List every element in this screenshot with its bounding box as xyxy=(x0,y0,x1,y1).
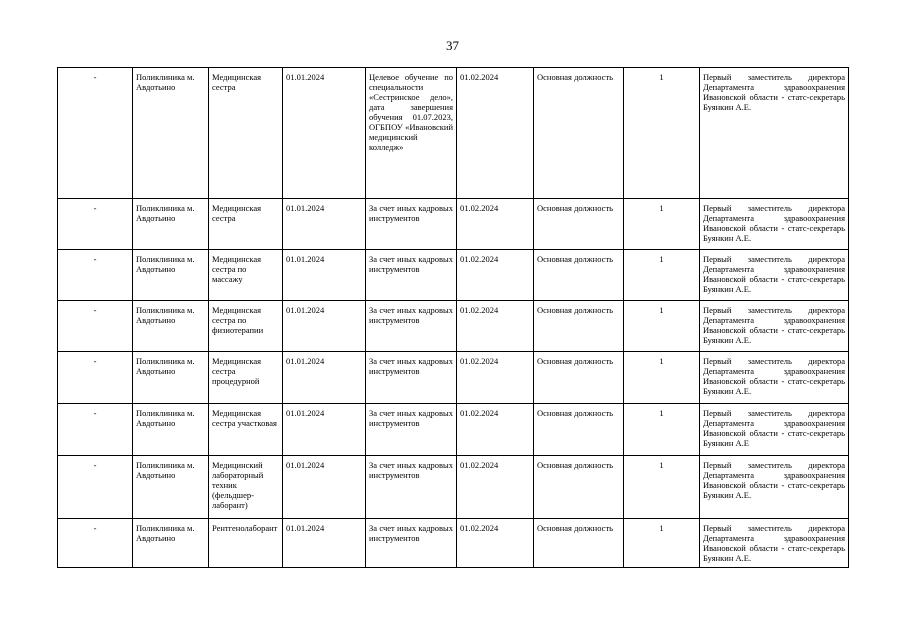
basis-cell: За счет иных кадровых инструментов xyxy=(366,519,457,568)
position-type-cell: Основная должность xyxy=(534,68,624,199)
basis-cell: За счет иных кадровых инструментов xyxy=(366,250,457,301)
position-type-cell: Основная должность xyxy=(534,456,624,519)
table-row xyxy=(58,456,849,519)
end-date-cell: 01.02.2024 xyxy=(457,250,534,301)
end-date-cell: 01.02.2024 xyxy=(457,199,534,250)
row-marker: - xyxy=(58,68,133,199)
quantity-cell: 1 xyxy=(624,456,700,519)
approver-cell: Первый заместитель директора Департамента здравоохранения Ивановской области - статс-секретарь Буянкин А.Е. xyxy=(700,199,849,250)
position-cell: Медицинская сестра по массажу xyxy=(209,250,283,301)
position-type-cell: Основная должность xyxy=(534,352,624,404)
quantity-cell: 1 xyxy=(624,404,700,456)
basis-cell: За счет иных кадровых инструментов xyxy=(366,199,457,250)
quantity-cell: 1 xyxy=(624,352,700,404)
quantity-cell: 1 xyxy=(624,301,700,352)
position-type-cell: Основная должность xyxy=(534,250,624,301)
approver-cell: Первый заместитель директора Департамента здравоохранения Ивановской области - статс-секретарь Буянкин А.Е. xyxy=(700,301,849,352)
position-type-cell: Основная должность xyxy=(534,301,624,352)
approver-cell: Первый заместитель директора Департамента здравоохранения Ивановской области - статс-секретарь Буянкин А.Е. xyxy=(700,68,849,199)
unit-cell: Поликлиника м. Авдотьино xyxy=(133,456,209,519)
row-marker: - xyxy=(58,199,133,250)
approver-cell: Первый заместитель директора Департамента здравоохранения Ивановской области - статс-секретарь Буянкин А.Е. xyxy=(700,352,849,404)
basis-cell: За счет иных кадровых инструментов xyxy=(366,352,457,404)
position-type-cell: Основная должность xyxy=(534,519,624,568)
approver-cell: Первый заместитель директора Департамента здравоохранения Ивановской области - статс-секретарь Буянкин А.Е. xyxy=(700,250,849,301)
position-cell: Медицинская сестра по физиотерапии xyxy=(209,301,283,352)
unit-cell: Поликлиника м. Авдотьино xyxy=(133,352,209,404)
start-date-cell: 01.01.2024 xyxy=(283,404,366,456)
unit-cell: Поликлиника м. Авдотьино xyxy=(133,301,209,352)
quantity-cell: 1 xyxy=(624,519,700,568)
unit-cell: Поликлиника м. Авдотьино xyxy=(133,68,209,199)
end-date-cell: 01.02.2024 xyxy=(457,519,534,568)
start-date-cell: 01.01.2024 xyxy=(283,250,366,301)
page-number: 37 xyxy=(446,38,459,53)
unit-cell: Поликлиника м. Авдотьино xyxy=(133,199,209,250)
position-cell: Медицинская сестра xyxy=(209,68,283,199)
end-date-cell: 01.02.2024 xyxy=(457,404,534,456)
quantity-cell: 1 xyxy=(624,68,700,199)
start-date-cell: 01.01.2024 xyxy=(283,519,366,568)
end-date-cell: 01.02.2024 xyxy=(457,456,534,519)
end-date-cell: 01.02.2024 xyxy=(457,68,534,199)
row-marker: - xyxy=(58,519,133,568)
start-date-cell: 01.01.2024 xyxy=(283,456,366,519)
approver-cell: Первый заместитель директора Департамента здравоохранения Ивановской области - статс-секретарь Буянкин А.Е. xyxy=(700,456,849,519)
table-row xyxy=(58,301,849,352)
basis-cell: За счет иных кадровых инструментов xyxy=(366,456,457,519)
table-row xyxy=(58,519,849,568)
row-marker: - xyxy=(58,404,133,456)
position-type-cell: Основная должность xyxy=(534,199,624,250)
position-type-cell: Основная должность xyxy=(534,404,624,456)
start-date-cell: 01.01.2024 xyxy=(283,68,366,199)
position-cell: Рентгенолаборант xyxy=(209,519,283,568)
unit-cell: Поликлиника м. Авдотьино xyxy=(133,404,209,456)
start-date-cell: 01.01.2024 xyxy=(283,199,366,250)
row-marker: - xyxy=(58,301,133,352)
table-row xyxy=(58,404,849,456)
row-marker: - xyxy=(58,250,133,301)
position-cell: Медицинская сестра процедурной xyxy=(209,352,283,404)
table-row xyxy=(58,68,849,199)
position-cell: Медицинская сестра xyxy=(209,199,283,250)
unit-cell: Поликлиника м. Авдотьино xyxy=(133,519,209,568)
position-cell: Медицинский лабораторный техник (фельдшер-лаборант) xyxy=(209,456,283,519)
unit-cell: Поликлиника м. Авдотьино xyxy=(133,250,209,301)
quantity-cell: 1 xyxy=(624,250,700,301)
quantity-cell: 1 xyxy=(624,199,700,250)
start-date-cell: 01.01.2024 xyxy=(283,352,366,404)
basis-cell: За счет иных кадровых инструментов xyxy=(366,404,457,456)
vacancy-table xyxy=(57,67,849,568)
approver-cell: Первый заместитель директора Департамента здравоохранения Ивановской области - статс-секретарь Буянкин А.Е xyxy=(700,404,849,456)
end-date-cell: 01.02.2024 xyxy=(457,301,534,352)
approver-cell: Первый заместитель директора Департамента здравоохранения Ивановской области - статс-секретарь Буянкин А.Е. xyxy=(700,519,849,568)
table-row xyxy=(58,250,849,301)
start-date-cell: 01.01.2024 xyxy=(283,301,366,352)
table-row xyxy=(58,199,849,250)
table-row xyxy=(58,352,849,404)
position-cell: Медицинская сестра участковая xyxy=(209,404,283,456)
row-marker: - xyxy=(58,456,133,519)
end-date-cell: 01.02.2024 xyxy=(457,352,534,404)
basis-cell: Целевое обучение по специальности «Сестринское дело», дата завершения обучения 01.07.2023, ОГБПОУ «Ивановский медицинский колледж» xyxy=(366,68,457,199)
row-marker: - xyxy=(58,352,133,404)
basis-cell: За счет иных кадровых инструментов xyxy=(366,301,457,352)
